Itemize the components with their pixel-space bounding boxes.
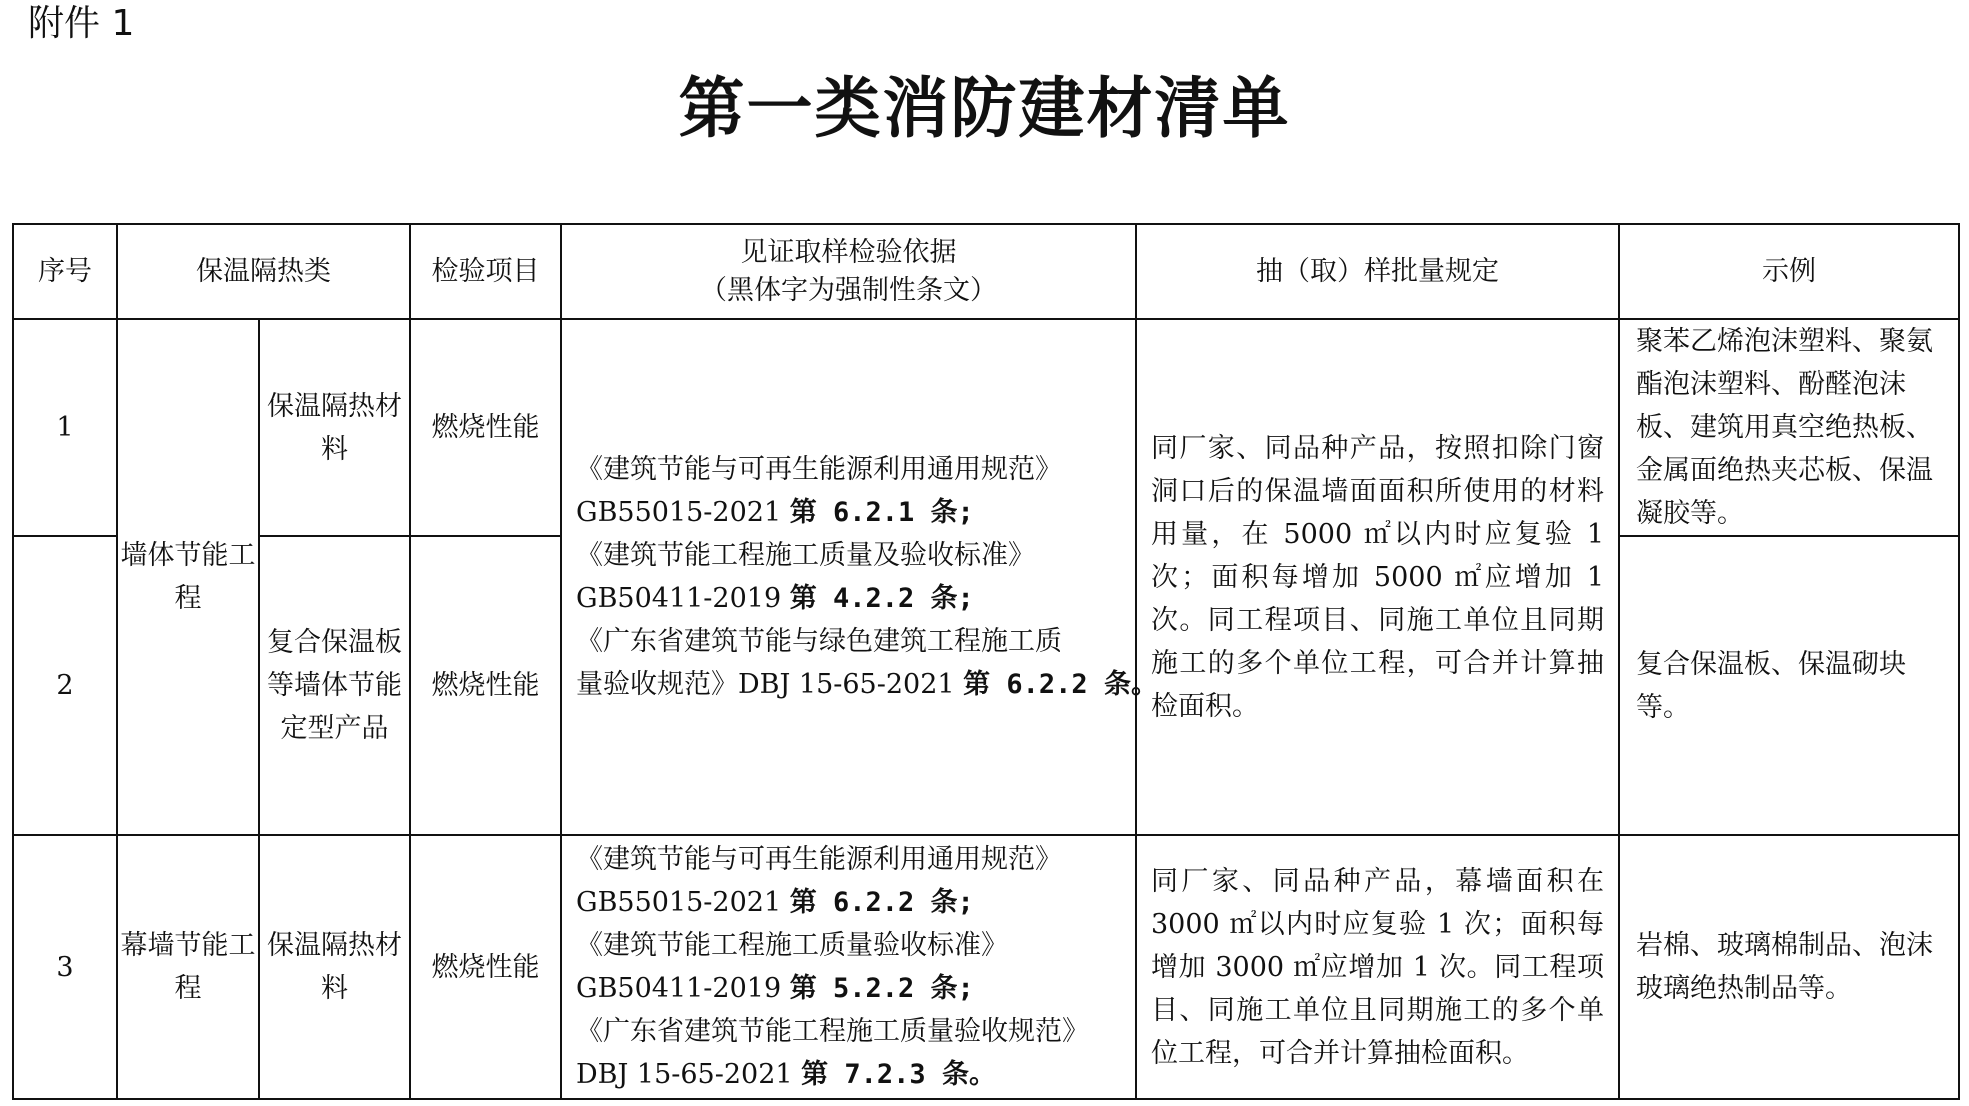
- group1-batch: 同厂家、同品种产品，按照扣除门窗洞口后的保温墙面面积所使用的材料用量，在 5000 ㎡以内时应复验 1 次；面积每增加 5000 ㎡应增加 1 次。同工程项目、同施工单位且同期施工的多个单位工程，可合并计算抽检面积。: [1136, 319, 1619, 835]
- row1-example: 聚苯乙烯泡沫塑料、聚氨酯泡沫塑料、酚醛泡沫板、建筑用真空绝热板、金属面绝热夹芯板、保温凝胶等。: [1619, 319, 1959, 536]
- row1-seq: 1: [13, 319, 117, 536]
- group2-batch: 同厂家、同品种产品，幕墙面积在 3000 ㎡以内时应复验 1 次；面积每增加 3000 ㎡应增加 1 次。同工程项目、同施工单位且同期施工的多个单位工程，可合并计算抽检面积。: [1136, 835, 1619, 1099]
- basis-line: GB55015-2021 第 6.2.1 条;: [576, 497, 974, 528]
- basis-line: 《建筑节能工程施工质量验收标准》: [576, 930, 1008, 961]
- basis-line: 《建筑节能与可再生能源利用通用规范》: [576, 844, 1062, 875]
- row1-material: 保温隔热材料: [259, 319, 410, 536]
- row3-test-item: 燃烧性能: [410, 835, 561, 1099]
- basis-line: 《建筑节能工程施工质量及验收标准》: [576, 540, 1035, 571]
- row3-project: 幕墙节能工程: [117, 835, 259, 1099]
- group1-basis: [561, 319, 1158, 835]
- header-basis: [561, 224, 1136, 319]
- attachment-label: 附件 1: [28, 3, 135, 44]
- header-category: 保温隔热类: [117, 224, 410, 319]
- row1-project: 墙体节能工程: [117, 319, 259, 835]
- basis-line: GB50411-2019 第 5.2.2 条;: [576, 973, 974, 1004]
- basis-line: 量验收规范》DBJ 15-65-2021 第 6.2.2 条。: [576, 669, 1158, 700]
- table-row: [13, 319, 1959, 536]
- header-basis-line1: 见证取样检验依据: [740, 236, 957, 268]
- group2-basis: [561, 835, 1136, 1099]
- row2-example: 复合保温板、保温砌块等。: [1619, 536, 1959, 835]
- row3-seq: 3: [13, 835, 117, 1099]
- page-title: 第一类消防建材清单: [678, 69, 1291, 147]
- row2-material: 复合保温板等墙体节能定型产品: [259, 536, 410, 835]
- row3-example: 岩棉、玻璃棉制品、泡沫玻璃绝热制品等。: [1619, 835, 1959, 1099]
- basis-line: 《广东省建筑节能与绿色建筑工程施工质: [576, 626, 1062, 657]
- table-row: [13, 835, 1959, 1099]
- row1-test-item: 燃烧性能: [410, 319, 561, 536]
- row2-seq: 2: [13, 536, 117, 835]
- header-batch: 抽（取）样批量规定: [1136, 224, 1619, 319]
- basis-line: 《广东省建筑节能工程施工质量验收规范》: [576, 1016, 1089, 1047]
- row2-test-item: 燃烧性能: [410, 536, 561, 835]
- materials-table: [12, 223, 1960, 1100]
- basis-line: GB55015-2021 第 6.2.2 条;: [576, 887, 974, 918]
- row3-material: 保温隔热材料: [259, 835, 410, 1099]
- header-basis-line2: （黑体字为强制性条文）: [700, 274, 997, 306]
- header-seq: 序号: [13, 224, 117, 319]
- basis-line: GB50411-2019 第 4.2.2 条;: [576, 583, 974, 614]
- header-test-item: 检验项目: [410, 224, 561, 319]
- header-example: 示例: [1619, 224, 1959, 319]
- basis-line: 《建筑节能与可再生能源利用通用规范》: [576, 454, 1062, 485]
- table-header-row: [13, 224, 1959, 319]
- basis-line: DBJ 15-65-2021 第 7.2.3 条。: [576, 1059, 996, 1090]
